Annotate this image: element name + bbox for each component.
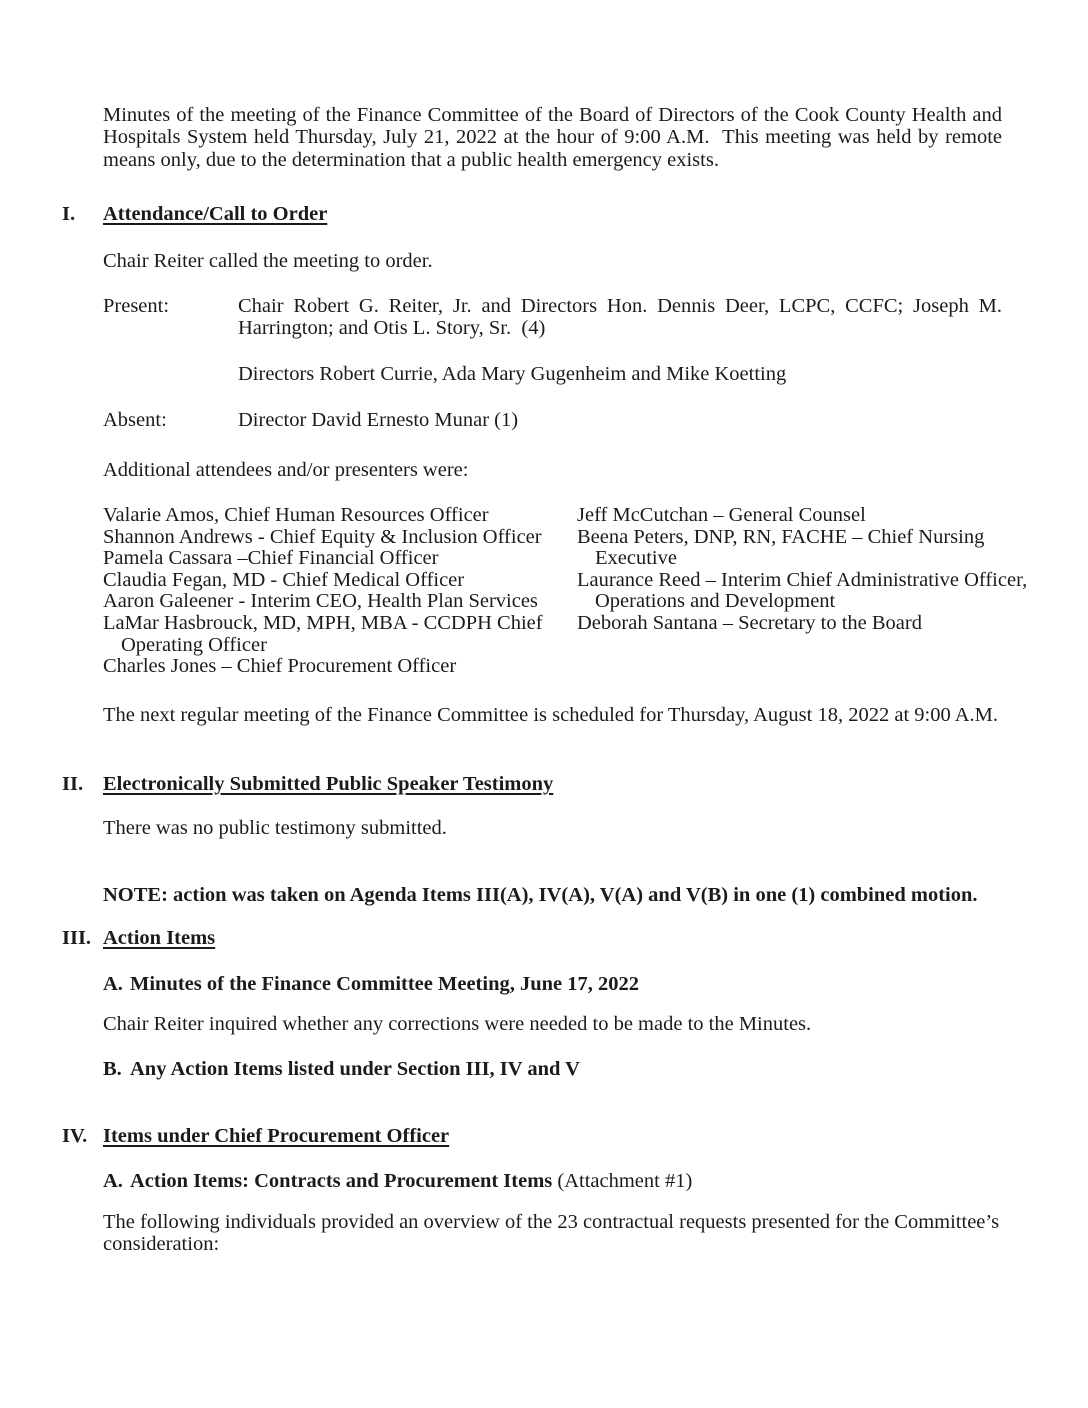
item-text: Minutes of the Finance Committee Meeting, June 17, 2022: [130, 973, 639, 995]
section-title: Action Items: [103, 927, 216, 949]
section-heading-attendance: [62, 203, 327, 225]
present-names: Chair Robert G. Reiter, Jr. and Directors Hon. Dennis Deer, LCPC, CCFC; Joseph M. Harrington; and Otis L. Story, Sr. (4): [238, 295, 1008, 340]
attendees-right-column: [577, 505, 1029, 635]
attendee: Claudia Fegan, MD - Chief Medical Officer: [103, 568, 465, 591]
section-number: II.: [62, 773, 84, 795]
section-heading-public-testimony: [62, 773, 553, 795]
section-heading-action-items: [62, 927, 215, 949]
attendee: Pamela Cassara –Chief Financial Officer: [103, 547, 439, 570]
item-text-attachment: (Attachment #1): [552, 1170, 693, 1192]
item-minutes-approval: [103, 973, 639, 995]
item-contracts-procurement: [103, 1170, 692, 1192]
attendee: Shannon Andrews - Chief Equity & Inclusion Officer: [103, 525, 542, 548]
next-meeting-paragraph: The next regular meeting of the Finance Committee is scheduled for Thursday, August 18, 2022 at 9:00 A.M.: [103, 704, 998, 726]
absent-label: Absent:: [103, 409, 167, 431]
attendee: Deborah Santana – Secretary to the Board: [577, 611, 922, 634]
contracts-overview-paragraph: The following individuals provided an overview of the 23 contractual requests presented for the Committee’s consideration:: [103, 1211, 1000, 1256]
section-number: I.: [62, 203, 76, 225]
item-letter: A.: [103, 973, 123, 995]
section-heading-procurement: [62, 1125, 449, 1147]
section-number: III.: [62, 927, 92, 949]
item-text-bold: Action Items: Contracts and Procurement Items: [130, 1170, 553, 1192]
item-letter: B.: [103, 1058, 122, 1080]
note-paragraph: NOTE: action was taken on Agenda Items III(A), IV(A), V(A) and V(B) in one (1) combined motion.: [103, 884, 978, 906]
attendees-intro: Additional attendees and/or presenters were:: [103, 459, 469, 481]
section-title: Attendance/Call to Order: [103, 203, 328, 225]
section-number: IV.: [62, 1125, 88, 1147]
absent-names: Director David Ernesto Munar (1): [238, 409, 519, 431]
attendee: LaMar Hasbrouck, MD, MPH, MBA - CCDPH Chief Operating Officer: [103, 611, 543, 656]
intro-paragraph: Minutes of the meeting of the Finance Committee of the Board of Directors of the Cook County Health and Hospitals System held Thursday, July 21, 2022 at the hour of 9:00 A.M. This meeting was held by remote means only, due to the determination that a public health emergency exists.: [103, 104, 1008, 171]
attendee: Charles Jones – Chief Procurement Officer: [103, 655, 457, 678]
item-text: Any Action Items listed under Section III, IV and V: [130, 1058, 580, 1080]
attendee: Aaron Galeener - Interim CEO, Health Plan Services: [103, 590, 538, 613]
attendee: Valarie Amos, Chief Human Resources Officer: [103, 504, 489, 526]
attendee: Jeff McCutchan – General Counsel: [577, 504, 866, 526]
present-label: Present:: [103, 295, 170, 317]
item-any-action-items: [103, 1058, 580, 1080]
attendees-left-column: [103, 505, 543, 678]
section-title: Electronically Submitted Public Speaker Testimony: [103, 773, 554, 795]
attendee: Beena Peters, DNP, RN, FACHE – Chief Nursing Executive: [577, 525, 985, 570]
minutes-inquiry-paragraph: Chair Reiter inquired whether any corrections were needed to be made to the Minutes.: [103, 1013, 812, 1035]
attendee: Laurance Reed – Interim Chief Administrative Officer, Operations and Development: [577, 568, 1028, 613]
item-letter: A.: [103, 1170, 123, 1192]
call-to-order-paragraph: Chair Reiter called the meeting to order.: [103, 250, 433, 272]
section-title: Items under Chief Procurement Officer: [103, 1125, 450, 1147]
no-testimony-paragraph: There was no public testimony submitted.: [103, 817, 447, 839]
present-directors-also: Directors Robert Currie, Ada Mary Gugenheim and Mike Koetting: [238, 363, 787, 385]
